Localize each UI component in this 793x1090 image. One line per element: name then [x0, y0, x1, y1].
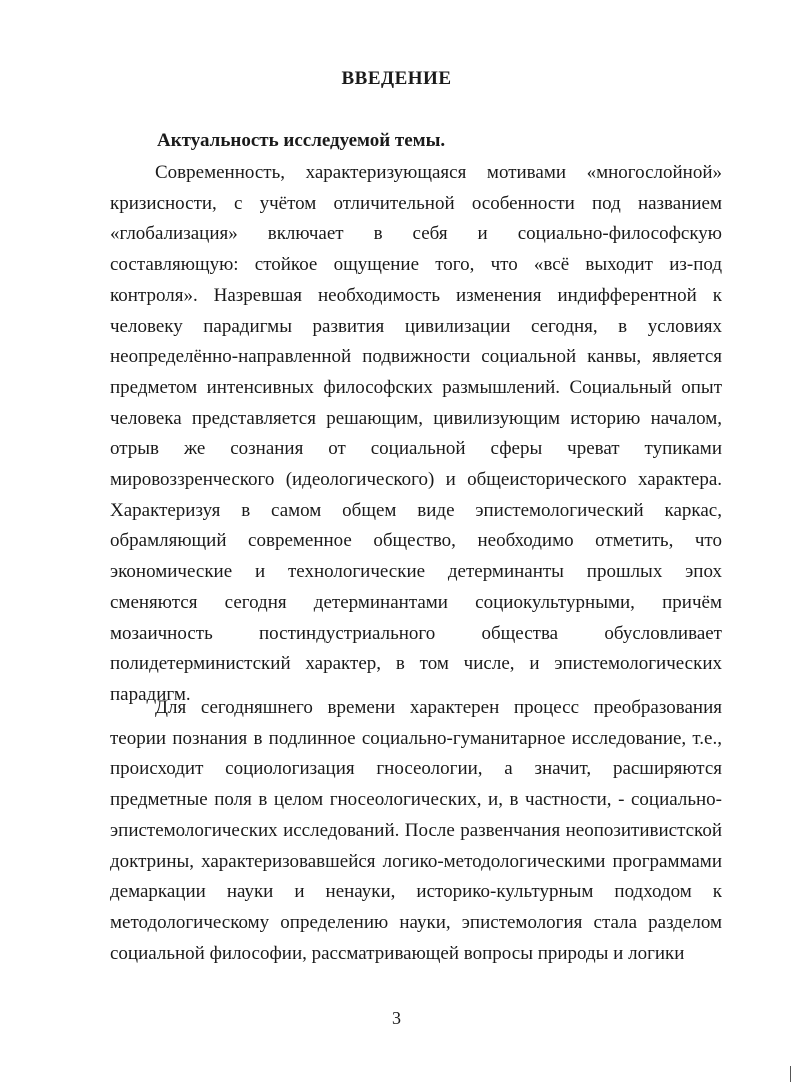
body-paragraph: Современность, характеризующаяся мотивами «многослойной» кризисности, с учётом отличительной особенности под названием «глобализация» включает в себя и социально-философскую составляющую: стойкое ощущение того, что «всё выходит из-под контроля». Назревшая необходимость изменения индифферентной к человеку парадигмы развития цивилизации сегодня, в условиях неопределённо-направленной подвижности социальной канвы, является предметом интенсивных философских размышлений. Социальный опыт человека представляется решающим, цивилизующим историю началом, отрыв же сознания от социальной сферы чреват тупиками мировоззренческого (идеологического) и общеисторического характера. Характеризуя в самом общем виде эпистемологический каркас, обрамляющий современное общество, необходимо отметить, что экономические и технологические детерминанты прошлых эпох сменяются сегодня детерминантами социокультурными, причём мозаичность постиндустриального общества обусловливает полидетерминистский характер, в том числе, и эпистемологических парадигм.: [110, 162, 722, 705]
body-paragraph: Для сегодняшнего времени характерен процесс преобразования теории познания в подлинное социально-гуманитарное исследование, т.е., происходит социологизация гносеологии, а значит, расширяются предметные поля в целом гносеологических, и, в частности, - социально-эпистемологических исследований. После развенчания неопозитивистской доктрины, характеризовавшейся логико-методологическими программами демаркации науки и ненауки, историко-культурным подходом к методологическому определению науки, эпистемология стала разделом социальной философии, рассматривающей вопросы природы и логики: [110, 697, 722, 964]
scan-edge-mark: [790, 1066, 791, 1082]
page-heading: ВВЕДЕНИЕ: [341, 68, 452, 89]
section-subheading: Актуальность исследуемой темы.: [157, 130, 446, 151]
page-number: 3: [392, 1008, 401, 1028]
